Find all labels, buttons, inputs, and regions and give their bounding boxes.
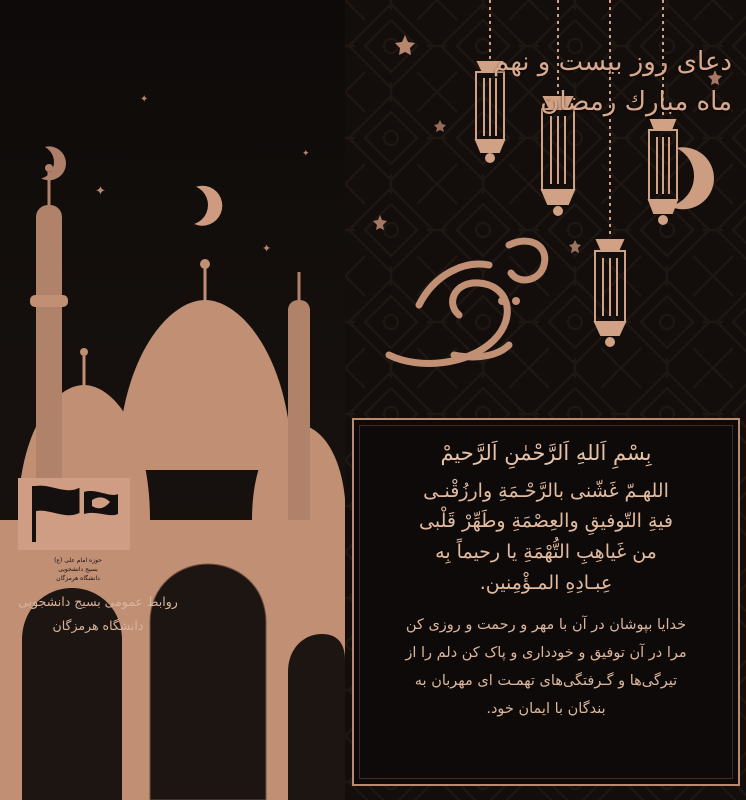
dua-spacer — [368, 599, 724, 611]
mosque-silhouette — [0, 0, 345, 800]
persian-translation-line: بندگان با ایمان خود. — [486, 701, 606, 718]
left-silhouette-panel — [0, 0, 345, 800]
arabic-line: اللهـمّ غَشّنى بالرَّحْـمَةِ وارزُقْنـى — [423, 479, 669, 502]
logo-caption-line: دانشگاه هرمزگان — [56, 575, 100, 582]
ramadan-calligraphy-art — [359, 205, 569, 395]
star-icon: ✦ — [140, 94, 149, 105]
persian-translation-line: تیرگی‌ها و گـرفتگی‌های تهمـت ای مهربان به — [414, 673, 678, 690]
basmala-text: بِسْمِ اَللهِ اَلرَّحْمٰنِ اَلرَّحيمْ — [440, 441, 652, 465]
star-icon: ✦ — [302, 149, 310, 159]
arabic-line: من غَياهِبِ التُّهْمَةِ يا رحيماً بِه — [435, 541, 657, 564]
credits-line: دانشگاه هرمزگان — [52, 617, 144, 633]
logo-caption — [18, 556, 138, 583]
ramadan-calligraphy — [359, 205, 569, 395]
persian-translation-line: خدایا بپوشان در آن با مهر و رحمت و روزی کن — [405, 616, 687, 633]
basij-logo — [18, 478, 138, 582]
flag-emblem-icon — [18, 478, 130, 550]
arabic-line: فيةِ التّوفيقِ والعِصْمَةِ وطَهِّرْ قَلْبى — [419, 510, 673, 533]
credits-text — [8, 590, 188, 638]
star-icon: ✦ — [262, 242, 272, 255]
logo-caption-line: بسیج دانشجویی — [58, 566, 98, 573]
dua-text-box — [352, 418, 740, 786]
title-line-2: ماه مبارك رمضان — [540, 87, 732, 118]
persian-translation-line: مرا در آن توفیق و خودداری و پاک کن دلم را از — [405, 644, 687, 661]
star-icon: ✦ — [95, 184, 106, 199]
arabic-line: عِبـادِهِ المـؤْمِنين. — [479, 571, 613, 594]
poster-title — [412, 42, 732, 123]
title-line-1: دعای روز بیست و نهم — [493, 47, 732, 77]
logo-caption-line: حوزه امام علی (ع) — [54, 557, 102, 564]
credits-line: روابط عمومی بسیج دانشجویی — [18, 594, 178, 609]
